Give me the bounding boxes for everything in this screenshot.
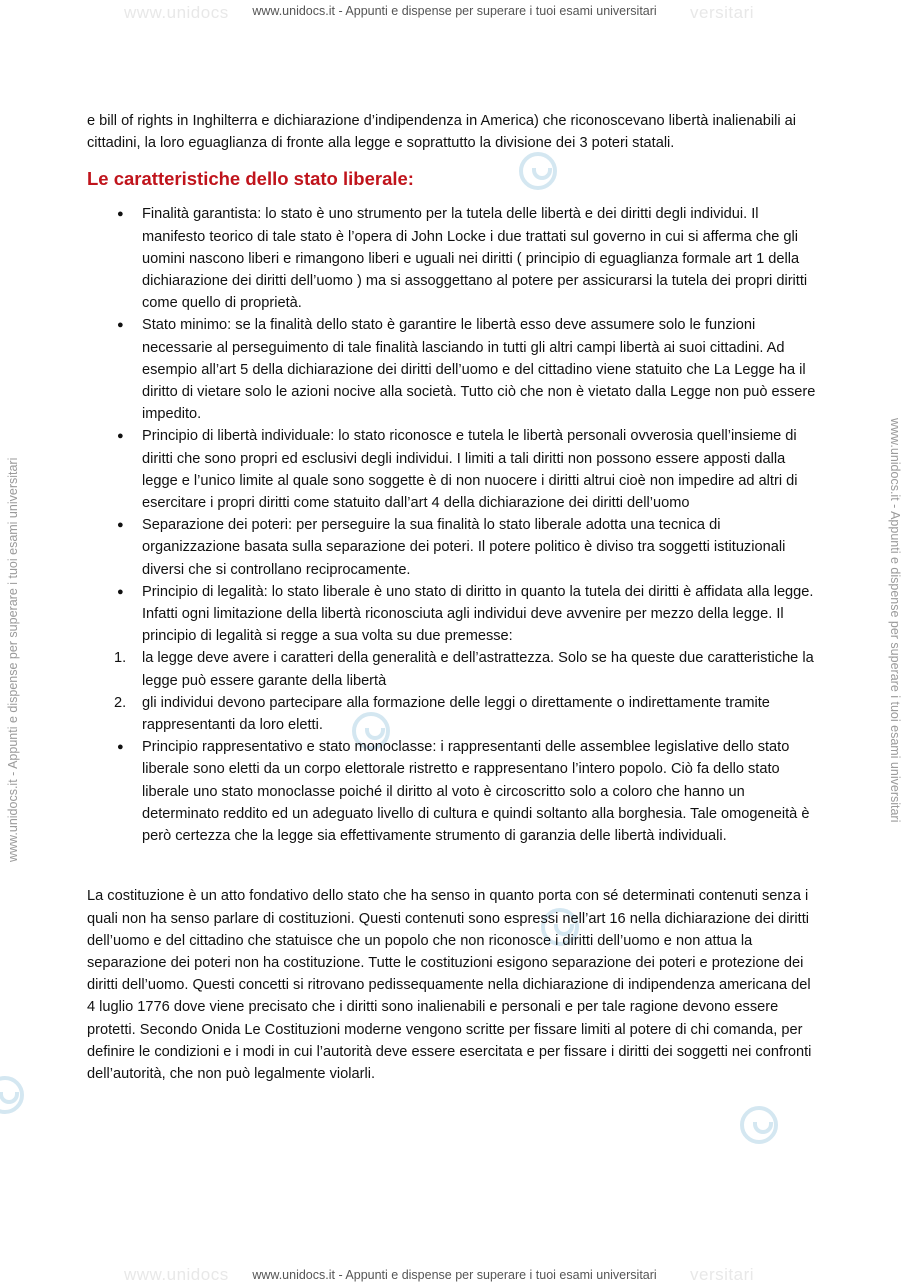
list-item-text: Principio di libertà individuale: lo stato riconosce e tutela le libertà personali ovverosia quell’insieme di diritti che sono propri ed esclusivi degli individui. I limiti a tali diritti non possono essere apposti dalla legge e l’unico limite al quale sono soggette è di non nuocere i diritti altrui cioè non impedire ad altri di esercitare i propri diritti come statuito dall’art 4 della dichiarazione dei diritti dell’uomo xyxy=(142,428,798,512)
unidocs-logo-icon xyxy=(0,1076,24,1114)
faint-watermark-left: www.unidocs xyxy=(124,1265,229,1284)
side-watermark-left: www.unidocs.it - Appunti e dispense per superare i tuoi esami universitari xyxy=(6,457,20,862)
unidocs-logo-icon xyxy=(740,1106,778,1144)
numbered-list-item xyxy=(87,692,822,736)
intro-paragraph: e bill of rights in Inghilterra e dichiarazione d’indipendenza in America) che riconoscevano libertà inalienabili ai cittadini, la loro eguaglianza di fronte alla legge e soprattutto la divisione dei 3 poteri statali. xyxy=(87,113,797,152)
bullet-list-item xyxy=(87,736,822,847)
side-watermark-right: www.unidocs.it - Appunti e dispense per superare i tuoi esami universitari xyxy=(888,418,902,823)
bullet-list-item xyxy=(87,314,822,425)
faint-watermark-right: versitari xyxy=(690,3,755,22)
bullet-icon: ● xyxy=(117,430,124,443)
footer-watermark: www.unidocs.it - Appunti e dispense per superare i tuoi esami universitari xyxy=(252,1268,657,1282)
section-heading: Le caratteristiche dello stato liberale: xyxy=(87,168,414,190)
list-item-text: Separazione dei poteri: per perseguire la sua finalità lo stato liberale adotta una tecnica di organizzazione basata sulla separazione dei poteri. Il potere politico è diviso tra soggetti istituzionali diversi che si controllano reciprocamente. xyxy=(142,517,786,578)
characteristics-list xyxy=(87,203,822,847)
faint-watermark-left: www.unidocs xyxy=(124,3,229,22)
list-number: 1. xyxy=(114,650,127,667)
bullet-icon: ● xyxy=(117,585,124,598)
header-watermark: www.unidocs.it - Appunti e dispense per superare i tuoi esami universitari xyxy=(252,4,657,18)
list-number: 2. xyxy=(114,694,127,711)
bullet-list-item xyxy=(87,581,822,648)
list-item-text: Principio rappresentativo e stato monoclasse: i rappresentanti delle assemblee legislative dello stato liberale sono eletti da un corpo elettorale ristretto e rappresentano l’intero popolo. Ciò fa dello stato liberale uno stato monoclasse poiché il diritto al voto è circoscritto solo a coloro che hanno un determinato reddito ed un adeguato livello di cultura e quindi soltanto alla borghesia. Tale omogeneità è però certezza che la legge sia effettivamente strumento di garanzia delle libertà individuali. xyxy=(142,739,810,845)
bullet-icon: ● xyxy=(117,741,124,754)
closing-paragraph: La costituzione è un atto fondativo dello stato che ha senso in quanto porta con sé determinati contenuti senza i quali non ha senso parlare di costituzioni. Questi contenuti sono espressi nell’art 16 nella dichiarazione dei diritti dell’uomo e del cittadino che statuisce che un popolo che non riconosce i diritti dell’uomo e non attua la separazione dei poteri non ha costituzione. Tutte le costituzioni esigono separazione dei poteri e protezione dei diritti dell’uomo. Questi concetti si ritrovano pedissequamente nella dichiarazione di indipendenza americana del 4 luglio 1776 dove viene precisato che i diritti sono inalienabili e personali e per tale ragione devono essere protetti. Secondo Onida Le Costituzioni moderne vengono scritte per fissare limiti al potere di chi comanda, per definire le condizioni e i modi in cui l’autorità deve essere esercitata e per fissare i diritti dei soggetti nei confronti dell’autorità, che non può legalmente violarli. xyxy=(87,888,812,1082)
list-item-text: Finalità garantista: lo stato è uno strumento per la tutela delle libertà e dei diritti degli individui. Il manifesto teorico di tale stato è l’opera di John Locke i due trattati sul governo in cui si afferma che gli uomini nascono liberi e rimangono liberi e uguali nei diritti ( principio di eguaglianza formale art 1 della dichiarazione dei diritti dell’uomo ) ma si assoggettano al potere per assicurarsi la tutela dei propri diritti come quello di proprietà. xyxy=(142,206,808,312)
numbered-list-item xyxy=(87,647,822,691)
bullet-icon: ● xyxy=(117,319,124,332)
bullet-list-item xyxy=(87,203,822,314)
bullet-list-item xyxy=(87,514,822,581)
list-item-text: gli individui devono partecipare alla formazione delle leggi o direttamente o indirettamente tramite rappresentanti da loro eletti. xyxy=(142,694,770,734)
list-item-text: Principio di legalità: lo stato liberale è uno stato di diritto in quanto la tutela dei diritti è affidata alla legge. Infatti ogni limitazione della libertà riconosciuta agli individui deve avvenire per mezzo della legge. Il principio di legalità si regge a sua volta su due premesse: xyxy=(142,583,814,645)
bullet-icon: ● xyxy=(117,519,124,532)
bullet-icon: ● xyxy=(117,208,124,221)
list-item-text: la legge deve avere i caratteri della generalità e dell’astrattezza. Solo se ha queste due caratteristiche la legge può essere garante della libertà xyxy=(142,650,814,689)
list-item-text: Stato minimo: se la finalità dello stato è garantire le libertà esso deve assumere solo le funzioni necessarie al perseguimento di tale finalità lasciando in tutti gli altri campi libertà ai suoi cittadini. Ad esempio all’art 5 della dichiarazione dei diritti dell’uomo e del cittadino viene statuito che La Legge ha il diritto di vietare solo le azioni nocive alla società. Tutto ciò che non è vietato dalla Legge non può essere impedito. xyxy=(142,317,816,423)
document-body xyxy=(87,110,822,1085)
bullet-list-item xyxy=(87,425,822,514)
faint-watermark-right: versitari xyxy=(690,1265,755,1284)
